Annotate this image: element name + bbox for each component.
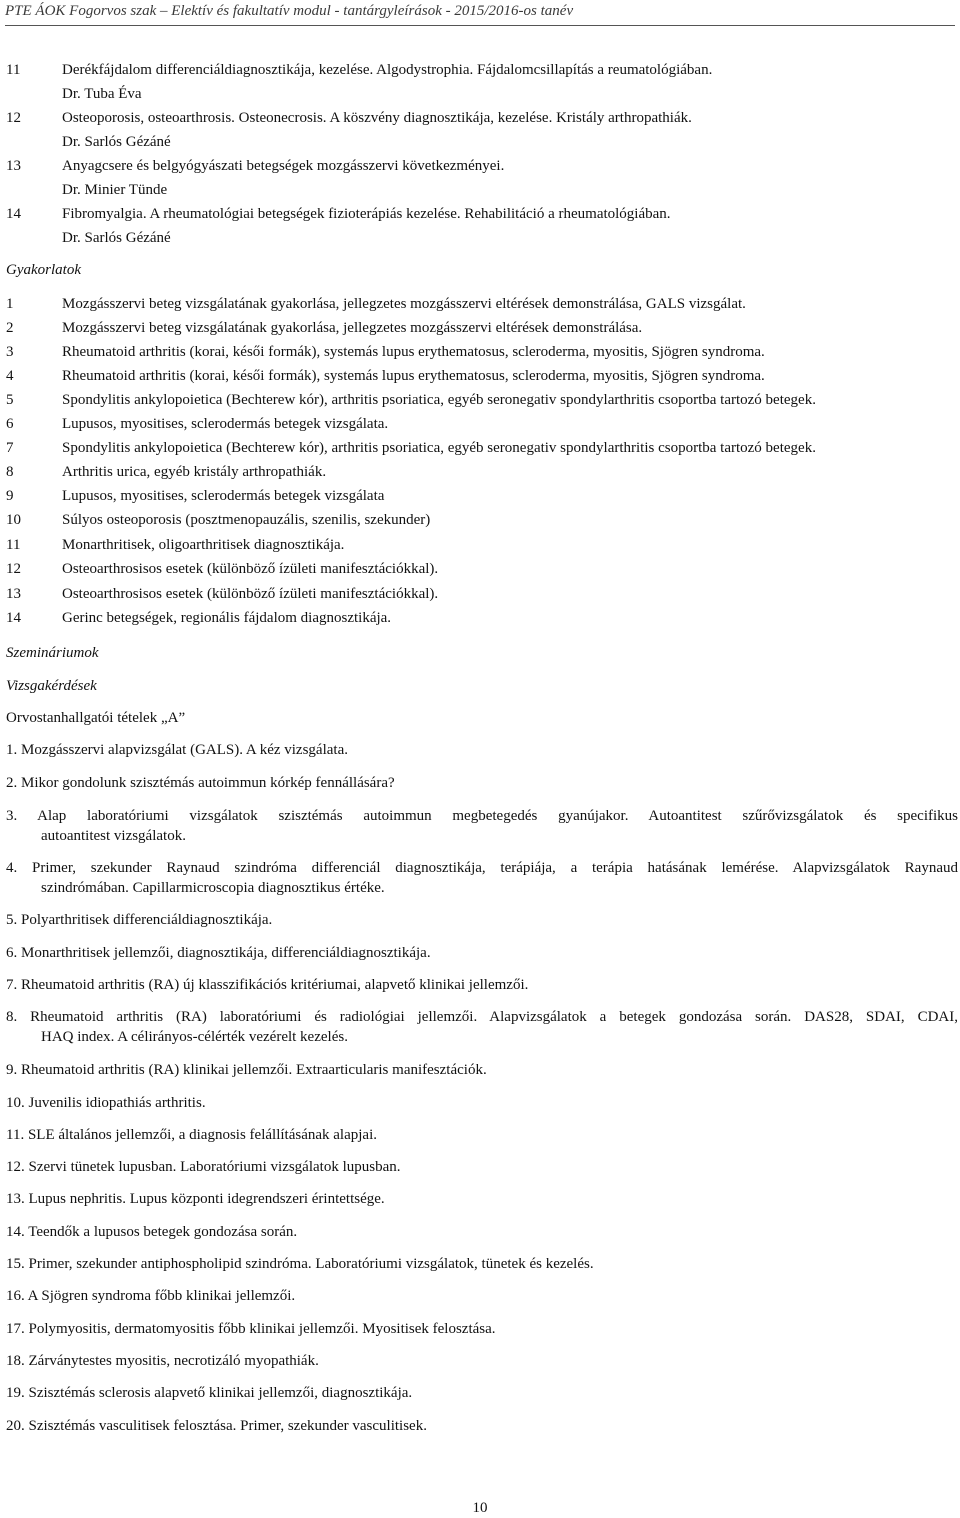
lecture-text: Osteoporosis, osteoarthrosis. Osteonecrosis. A köszvény diagnosztikája, kezelése. Kristály arthropathiák. — [62, 110, 692, 126]
practical-number: 10 — [6, 512, 21, 528]
exam-question — [6, 1007, 960, 1047]
exam-question — [6, 1189, 960, 1209]
practical-number: 4 — [6, 368, 14, 384]
exam-question — [6, 1125, 960, 1145]
lecture-text: Derékfájdalom differenciáldiagnosztikája, kezelése. Algodystrophia. Fájdalomcsillapítás a reumatológiában. — [62, 62, 713, 78]
practical-text: Súlyos osteoporosis (posztmenopauzális, szenilis, szekunder) — [62, 512, 431, 528]
lecture-text: Anyagcsere és belgyógyászati betegségek mozgásszervi következményei. — [62, 158, 505, 174]
exam-question-text: 20. Szisztémás vasculitisek felosztása. Primer, szekunder vasculitisek. — [6, 1418, 427, 1434]
practical-number: 5 — [6, 392, 14, 408]
exam-question-text: 13. Lupus nephritis. Lupus központi idegrendszeri érintettsége. — [6, 1191, 385, 1207]
practical-text: Arthritis urica, egyéb kristály arthropathiák. — [62, 464, 327, 480]
exam-question — [6, 1157, 960, 1177]
practical-text: Mozgásszervi beteg vizsgálatának gyakorlása, jellegzetes mozgásszervi eltérések demonstrálása, GALS vizsgálat. — [62, 296, 746, 312]
practicals-heading: Gyakorlatok — [6, 262, 81, 278]
lecture-number: 14 — [6, 206, 21, 222]
practical-text: Monarthritisek, oligoarthritisek diagnosztikája. — [62, 537, 345, 553]
exam-question — [6, 1254, 960, 1274]
exam-heading: Vizsgakérdések — [6, 678, 97, 694]
exam-question-text: 19. Szisztémás sclerosis alapvető klinikai jellemzői, diagnosztikája. — [6, 1385, 413, 1401]
exam-question-text: 9. Rheumatoid arthritis (RA) klinikai jellemzői. Extraarticularis manifesztációk. — [6, 1062, 487, 1078]
practical-number: 2 — [6, 320, 14, 336]
practical-number: 12 — [6, 561, 21, 577]
exam-question-text: 11. SLE általános jellemzői, a diagnosis felállításának alapjai. — [6, 1127, 377, 1143]
practical-text: Osteoarthrosisos esetek (különböző ízületi manifesztációkkal). — [62, 586, 439, 602]
exam-question — [6, 1383, 960, 1403]
exam-question — [6, 1093, 960, 1113]
exam-question — [6, 1286, 960, 1306]
exam-question — [6, 975, 960, 995]
exam-question — [6, 773, 960, 793]
exam-question-text: 5. Polyarthritisek differenciáldiagnosztikája. — [6, 912, 273, 928]
exam-question — [6, 806, 960, 846]
practical-text: Mozgásszervi beteg vizsgálatának gyakorlása, jellegzetes mozgásszervi eltérések demonstrálása. — [62, 320, 643, 336]
lecture-lecturer: Dr. Sarlós Gézáné — [62, 230, 171, 246]
practical-number: 7 — [6, 440, 14, 456]
exam-question-text: 2. Mikor gondolunk szisztémás autoimmun kórkép fennállására? — [6, 775, 395, 791]
practical-text: Rheumatoid arthritis (korai, késői formák), systemás lupus erythematosus, scleroderma, myositis, Sjögren syndroma. — [62, 368, 765, 384]
exam-question-continuation: HAQ index. A célirányos-célérték vezérelt kezelés. — [41, 1029, 348, 1045]
exam-question — [6, 1319, 960, 1339]
exam-question — [6, 1222, 960, 1242]
practical-number: 8 — [6, 464, 14, 480]
exam-question — [6, 943, 960, 963]
exam-question — [6, 858, 960, 898]
exam-question-text: 4. Primer, szekunder Raynaud szindróma differenciál diagnosztikája, terápiája, a terápia hatásának lemérése. Alapvizsgálatok Raynaud — [6, 860, 958, 876]
header-divider — [5, 25, 955, 26]
exam-question — [6, 1060, 960, 1080]
exam-subheading: Orvostanhallgatói tételek „A” — [6, 710, 186, 726]
practical-number: 9 — [6, 488, 14, 504]
exam-question-continuation: autoantitest vizsgálatok. — [41, 828, 186, 844]
lecture-lecturer: Dr. Minier Tünde — [62, 182, 168, 198]
practical-text: Lupusos, myositises, sclerodermás betegek vizsgálata. — [62, 416, 389, 432]
exam-question-continuation: szindrómában. Capillarmicroscopia diagnosztikus értéke. — [41, 880, 385, 896]
exam-question — [6, 740, 960, 760]
exam-question — [6, 1416, 960, 1436]
lecture-text: Fibromyalgia. A rheumatológiai betegségek fizioterápiás kezelése. Rehabilitáció a rheumatológiában. — [62, 206, 671, 222]
exam-question — [6, 910, 960, 930]
exam-question-text: 10. Juvenilis idiopathiás arthritis. — [6, 1095, 206, 1111]
practical-text: Spondylitis ankylopoietica (Bechterew kór), arthritis psoriatica, egyéb seronegativ spondylarthritis csoportba tartozó betegek. — [62, 392, 816, 408]
practical-number: 1 — [6, 296, 14, 312]
exam-question-text: 14. Teendők a lupusos betegek gondozása során. — [6, 1224, 298, 1240]
lecture-number: 11 — [6, 62, 21, 78]
exam-question — [6, 1351, 960, 1371]
practical-text: Osteoarthrosisos esetek (különböző ízületi manifesztációkkal). — [62, 561, 439, 577]
lecture-number: 13 — [6, 158, 21, 174]
lecture-lecturer: Dr. Sarlós Gézáné — [62, 134, 171, 150]
lecture-number: 12 — [6, 110, 21, 126]
practical-number: 3 — [6, 344, 14, 360]
exam-question-text: 3. Alap laboratóriumi vizsgálatok szisztémás autoimmun megbetegedés gyanújakor. Autoantitest szűrővizsgálatok és specifikus — [6, 808, 958, 824]
exam-question-text: 1. Mozgásszervi alapvizsgálat (GALS). A kéz vizsgálata. — [6, 742, 348, 758]
exam-question-text: 6. Monarthritisek jellemzői, diagnosztikája, differenciáldiagnosztikája. — [6, 945, 431, 961]
practical-number: 11 — [6, 537, 21, 553]
exam-question-text: 18. Zárványtestes myositis, necrotizáló myopathiák. — [6, 1353, 319, 1369]
practical-text: Rheumatoid arthritis (korai, késői formák), systemás lupus erythematosus, scleroderma, myositis, Sjögren syndroma. — [62, 344, 765, 360]
page-number: 10 — [472, 1500, 488, 1516]
exam-question-text: 16. A Sjögren syndroma főbb klinikai jellemzői. — [6, 1288, 296, 1304]
practical-text: Spondylitis ankylopoietica (Bechterew kór), arthritis psoriatica, egyéb seronegativ spondylarthritis csoportba tartozó betegek. — [62, 440, 816, 456]
practical-number: 6 — [6, 416, 14, 432]
lecture-lecturer: Dr. Tuba Éva — [62, 86, 142, 102]
practical-text: Gerinc betegségek, regionális fájdalom diagnosztikája. — [62, 610, 392, 626]
exam-question-text: 15. Primer, szekunder antiphospholipid szindróma. Laboratóriumi vizsgálatok, tünetek és kezelés. — [6, 1256, 594, 1272]
practical-number: 14 — [6, 610, 21, 626]
exam-question-text: 7. Rheumatoid arthritis (RA) új klasszifikációs kritériumai, alapvető klinikai jellemzői. — [6, 977, 529, 993]
exam-question-text: 8. Rheumatoid arthritis (RA) laboratóriumi és radiológiai jellemzői. Alapvizsgálatok a betegek gondozása során. DAS28, SDAI, CDAI, — [6, 1009, 958, 1025]
practical-text: Lupusos, myositises, sclerodermás betegek vizsgálata — [62, 488, 385, 504]
practical-number: 13 — [6, 586, 21, 602]
exam-question-text: 12. Szervi tünetek lupusban. Laboratóriumi vizsgálatok lupusban. — [6, 1159, 401, 1175]
exam-question-text: 17. Polymyositis, dermatomyositis főbb klinikai jellemzői. Myositisek felosztása. — [6, 1321, 496, 1337]
seminars-heading: Szemináriumok — [6, 645, 99, 661]
page-header: PTE ÁOK Fogorvos szak – Elektív és fakultatív modul - tantárgyleírások - 2015/2016-os tanév — [5, 3, 574, 19]
